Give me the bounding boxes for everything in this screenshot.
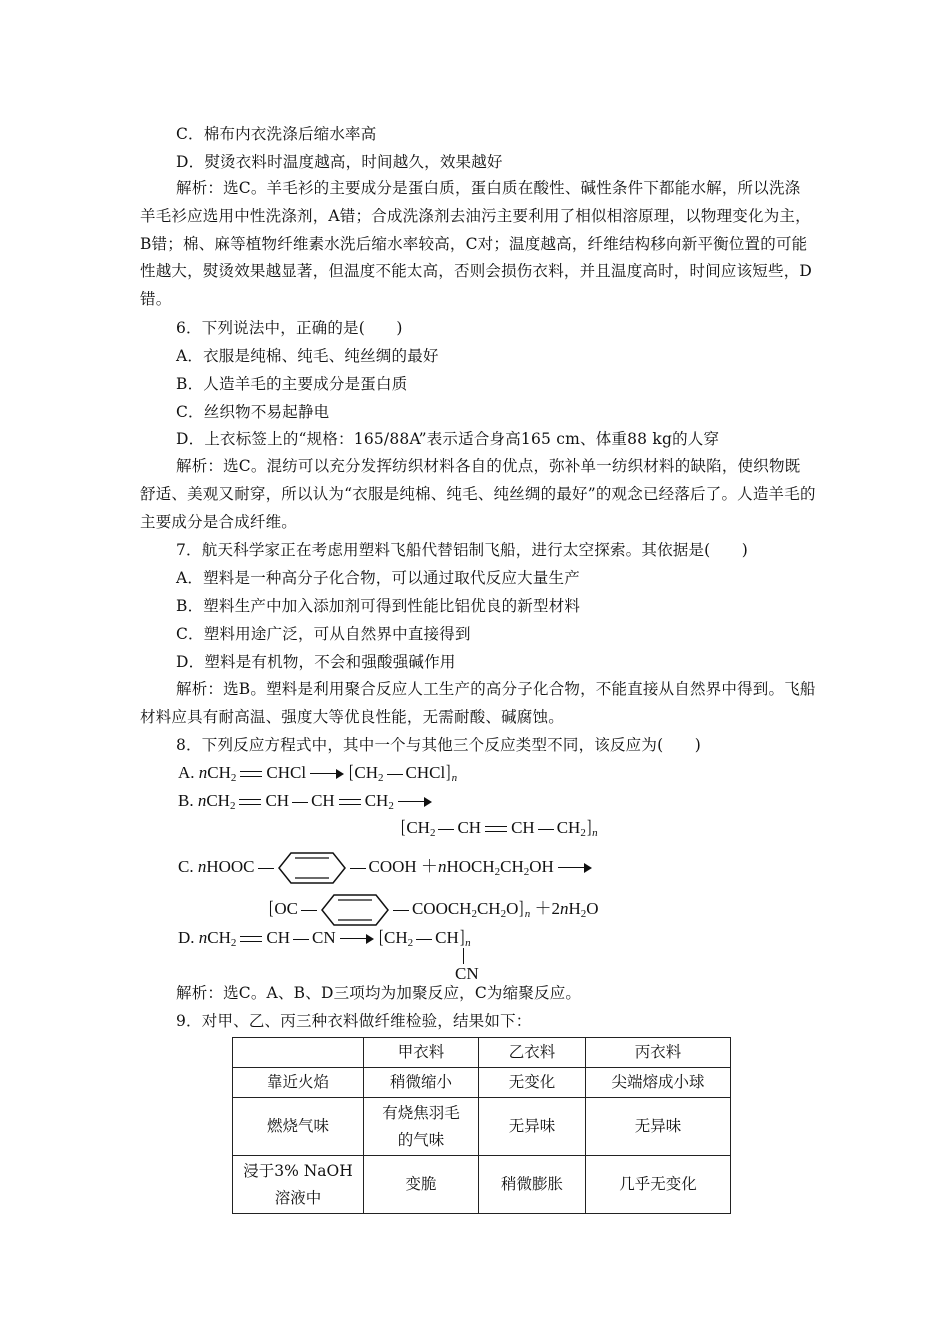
table-cell: 有烧焦羽毛的气味 (364, 1098, 479, 1156)
table-cell: 稍微膨胀 (479, 1156, 586, 1214)
q8-option-d-label: D. (178, 928, 195, 947)
table-cell: 几乎无变化 (586, 1156, 731, 1214)
q8-option-b-equation: B. nCH$_2$ CH CH $CH_2$ (178, 791, 436, 811)
benzene-ring-icon (277, 851, 347, 885)
table-header-cell (233, 1038, 364, 1068)
q8-option-d-equation: D. nCH$_2$ CH CN [$CH_2$ $CH]_n$ (178, 927, 471, 949)
table-header-cell: 丙衣料 (586, 1038, 731, 1068)
table-cell: 无异味 (586, 1098, 731, 1156)
q8-option-a-equation: A. nCH$_2$ CHCl [$CH_2$ $CHCl]_n$ (178, 762, 458, 784)
q5-option-d: D．熨烫衣料时温度越高，时间越久，效果越好 (176, 153, 503, 171)
table-header-cell: 乙衣料 (479, 1038, 586, 1068)
q7-option-a: A．塑料是一种高分子化合物，可以通过取代反应大量生产 (176, 569, 580, 587)
table-cell: 无变化 (479, 1068, 586, 1098)
q8-option-d-cn-group: CN (455, 964, 479, 983)
q7-analysis: 解析：选B。塑料是利用聚合反应人工生产的高分子化合物，不能直接从自然界中得到。飞船材料应具有耐高温、强度大等优良性能，无需耐酸、碱腐蚀。 (140, 680, 816, 726)
table-row (233, 1068, 731, 1098)
q5-analysis: 解析：选C。羊毛衫的主要成分是蛋白质，蛋白质在酸性、碱性条件下都能水解，所以洗涤羊毛衫应选用中性洗涤剂，A错；合成洗涤剂去油污主要利用了相似相溶原理，以物理变化为主，B错；棉、麻等植物纤维素水洗后缩水率较高，C对；温度越高，纤维结构移向新平衡位置的可能性越大，熨烫效果越显著，但温度不能太高，否则会损伤衣料，并且温度高时，时间应该短些，D错。 (140, 179, 813, 309)
q8-option-c-equation: C. nHOOC COOH $+nHOCH_2CH_2OH$ (178, 851, 596, 885)
table-cell: 浸于3% NaOH溶液中 (233, 1156, 364, 1214)
q8-option-d-bond-line (463, 948, 464, 964)
q6-analysis: 解析：选C。混纺可以充分发挥纺织材料各自的优点，弥补单一纺织材料的缺陷，使织物既舒适、美观又耐穿，所以认为“衣服是纯棉、纯毛、纯丝绸的最好”的观念已经落后了。人造羊毛的主要成分是合成纤维。 (140, 457, 816, 531)
table-cell: 燃烧气味 (233, 1098, 364, 1156)
q5-option-c: C．棉布内衣洗涤后缩水率高 (176, 125, 377, 143)
table-cell: 变脆 (364, 1156, 479, 1214)
table-header-row (233, 1038, 731, 1068)
q6-option-d: D．上衣标签上的“规格：165/88A”表示适合身高165 cm、体重88 kg的人穿 (176, 430, 720, 448)
q7-option-c: C．塑料用途广泛，可从自然界中直接得到 (176, 625, 471, 643)
q7-option-b: B．塑料生产中加入添加剂可得到性能比铝优良的新型材料 (176, 597, 581, 615)
q6-option-a: A．衣服是纯棉、纯毛、纯丝绸的最好 (176, 347, 439, 365)
table-cell: 无异味 (479, 1098, 586, 1156)
q9-stem: 9．对甲、乙、丙三种衣料做纤维检验，结果如下： (176, 1012, 532, 1030)
q6-option-b: B．人造羊毛的主要成分是蛋白质 (176, 375, 408, 393)
q7-option-d: D．塑料是有机物，不会和强酸强碱作用 (176, 653, 456, 671)
table-cell: 靠近火焰 (233, 1068, 364, 1098)
q8-option-c-label: C. (178, 856, 194, 876)
q8-option-c-product: [OC $COOCH_2CH_2O]_n +2nH_2O$ (268, 893, 599, 927)
table-header-cell: 甲衣料 (364, 1038, 479, 1068)
table-row (233, 1156, 731, 1214)
q8-option-b-product: [$CH_2$ CH CH $CH_2]_n$ (400, 817, 598, 839)
q7-stem: 7．航天科学家正在考虑用塑料飞船代替铝制飞船，进行太空探索。其依据是( ) (176, 541, 749, 559)
table-cell: 稍微缩小 (364, 1068, 479, 1098)
table-cell: 尖端熔成小球 (586, 1068, 731, 1098)
q8-analysis: 解析：选C。A、B、D三项均为加聚反应，C为缩聚反应。 (176, 984, 582, 1002)
q6-stem: 6．下列说法中，正确的是( ) (176, 319, 403, 337)
q8-option-b-label: B. (178, 791, 194, 810)
q8-stem: 8．下列反应方程式中，其中一个与其他三个反应类型不同，该反应为( ) (176, 736, 701, 754)
table-row (233, 1098, 731, 1156)
fiber-test-table (232, 1037, 731, 1214)
q6-option-c: C．丝织物不易起静电 (176, 403, 330, 421)
benzene-ring-icon (320, 893, 390, 927)
q8-option-a-label: A. (178, 763, 195, 782)
